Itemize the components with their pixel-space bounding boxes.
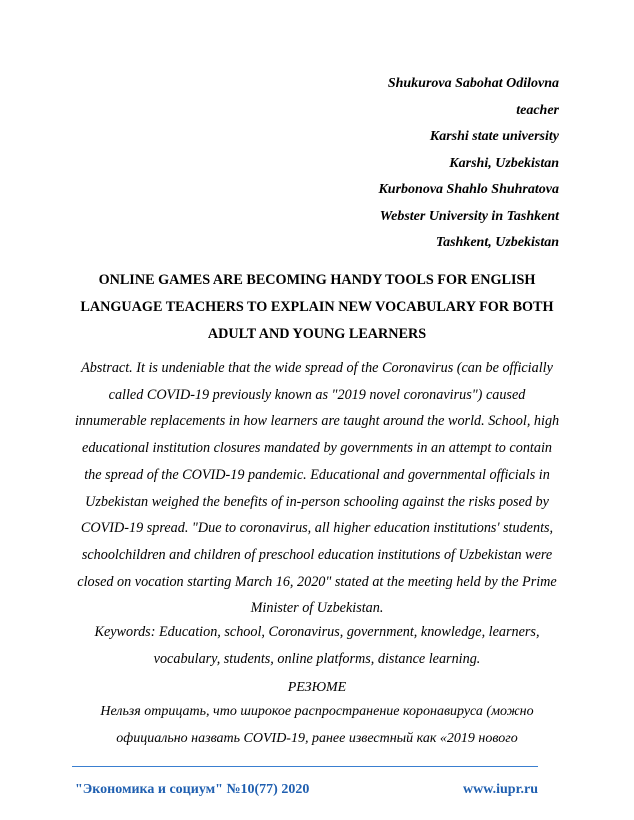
author-affiliation-1: Karshi state university <box>429 129 559 144</box>
author-position-1: teacher <box>516 102 559 118</box>
paper-title: ONLINE GAMES ARE BECOMING HANDY TOOLS FOR ENGLISH LANGUAGE TEACHERS TO EXPLAIN NEW VOCABULARY FOR BOTH ADULT AND YOUNG LEARNERS <box>80 272 554 342</box>
author-affiliation-2: Webster University in Tashkent <box>379 208 559 224</box>
author-name-2: Kurbonova Shahlo Shuhratova <box>378 182 559 197</box>
author-location-1: Karshi, Uzbekistan <box>449 155 559 171</box>
author-name-1: Shukurova Sabohat Odilovna <box>387 76 559 91</box>
author-block <box>378 71 559 257</box>
abstract-paragraph: Abstract. It is undeniable that the wide spread of the Coronavirus (can be officially called COVID-19 previously known as "2019 novel coronavirus") caused innumerable replacements in how learners are taught around the world. School, high educational institution closures mandated by governments in an attempt to contain the spread of the COVID-19 pandemic. Educational and governmental officials in Uzbekistan weighed the benefits of in-person schooling against the risks posed by COVID-19 spread. "Due to coronavirus, all higher education institutions' students, schoolchildren and children of preschool education institutions of Uzbekistan were closed on vocation starting March 16, 2020" stated at the meeting held by the Prime Minister of Uzbekistan. <box>74 360 560 617</box>
keywords-paragraph: Keywords: Education, school, Coronavirus, government, knowledge, learners, vocabulary, students, online platforms, distance learning. <box>94 624 540 667</box>
journal-footer: "Экономика и социум" №10(77) 2020 <box>75 782 310 797</box>
author-location-2: Tashkent, Uzbekistan <box>435 235 559 250</box>
resume-paragraph: Нельзя отрицать, что широкое распространение коронавируса (можно официально назвать COVID-19, ранее известный как «2019 нового <box>100 704 534 746</box>
resume-heading: РЕЗЮМЕ <box>287 680 347 695</box>
footer-divider <box>72 766 538 767</box>
website-footer-link[interactable]: www.iupr.ru <box>463 782 538 797</box>
